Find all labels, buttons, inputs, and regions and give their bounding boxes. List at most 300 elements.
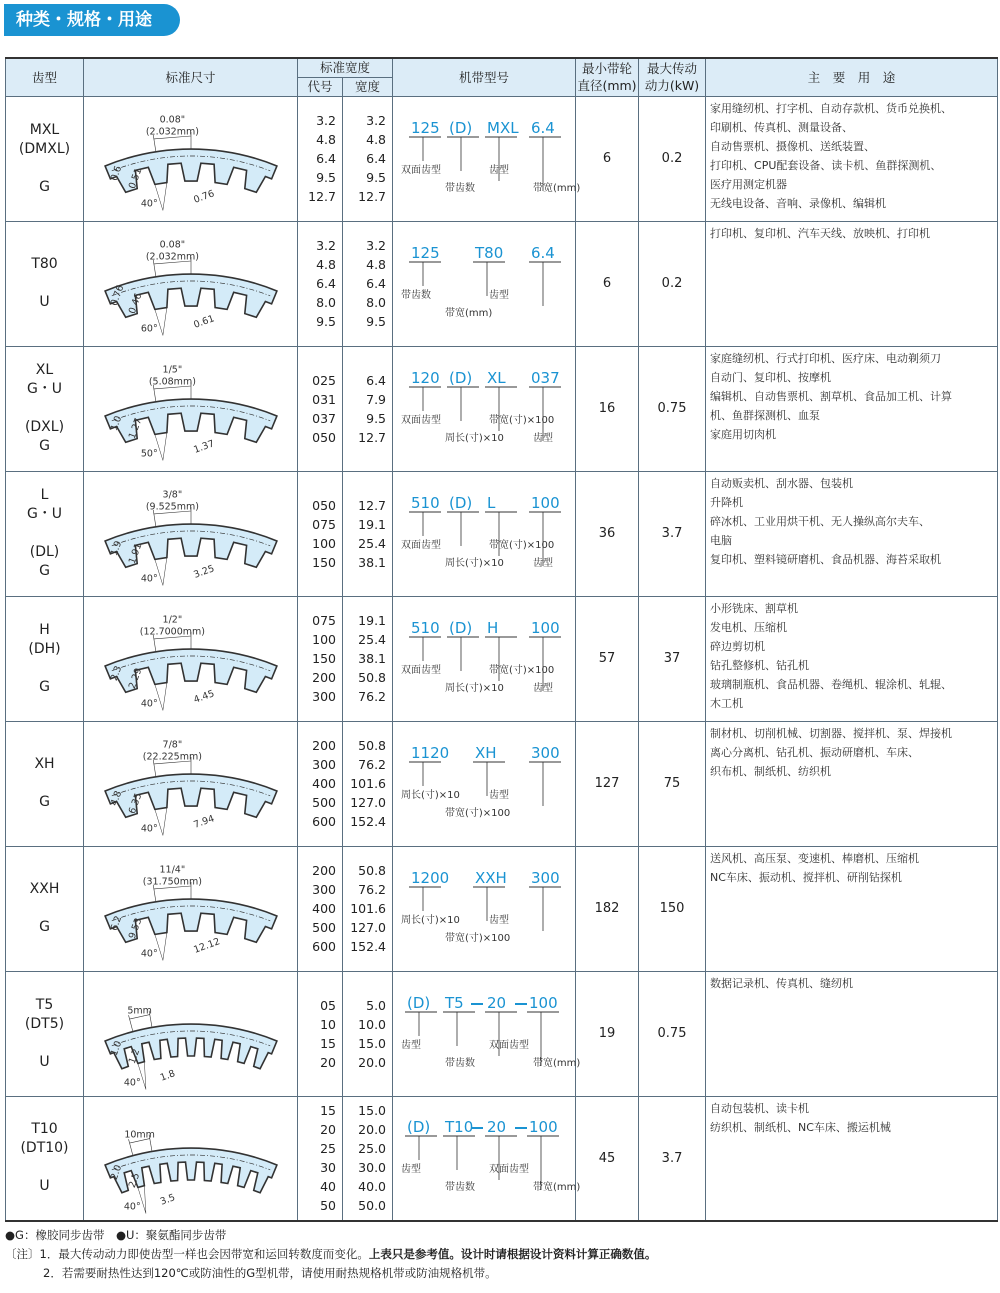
tooth-type-cell <box>6 96 84 221</box>
model-code-part: T10 <box>445 1118 474 1137</box>
belt-depth-label: 2.29 <box>126 666 144 690</box>
width-code: 025 <box>312 372 336 388</box>
tooth-type-label: (DL) <box>29 544 60 560</box>
usage-line: 编辑机、自动售票机、割草机、食品加工机、计算 <box>710 389 953 403</box>
model-code-part: MXL <box>487 118 519 137</box>
tooth-height-label: 1.0 <box>108 1038 124 1057</box>
belt-model-cell <box>393 596 576 721</box>
width-value: 12.7 <box>358 189 387 204</box>
tooth-profile-drawing <box>89 353 293 465</box>
tooth-type-label: G <box>39 919 50 935</box>
model-code-part: XH <box>475 743 497 762</box>
tooth-profile-drawing <box>89 603 293 715</box>
profile-drawing-cell <box>84 1096 298 1221</box>
table-row <box>6 96 998 221</box>
model-code-part: 510 <box>411 493 440 512</box>
pitch-mm-label: (5.08mm) <box>148 376 196 388</box>
tooth-type-cell <box>6 471 84 596</box>
width-value: 12.7 <box>358 497 387 513</box>
tooth-type-label: L <box>40 487 49 503</box>
note-2: 2．若需要耐热性达到120℃或防油性的G型机带，请使用耐热规格机带或防油规格机带。 <box>43 1266 497 1280</box>
model-code-part: 20 <box>487 1118 507 1137</box>
usage-cell <box>706 846 998 971</box>
model-code-part: (D) <box>407 1118 431 1137</box>
belt-spec-table <box>5 57 998 1222</box>
model-code-part: (D) <box>449 618 473 637</box>
table-row <box>6 971 998 1096</box>
model-part-label: 周长(寸)×10 <box>401 914 460 926</box>
usage-line: 医疗用测定机器 <box>710 177 788 191</box>
usage-line: 纺织机、制纸机、NC车床、搬运机械 <box>710 1120 891 1134</box>
width-value: 4.8 <box>366 132 387 147</box>
pitch-inch-label: 1/2" <box>162 614 182 626</box>
width-value: 25.0 <box>358 1141 387 1157</box>
width-code: 30 <box>320 1160 336 1176</box>
belt-depth-label: 9.53 <box>126 916 144 940</box>
notes <box>5 1226 995 1283</box>
width-code: 200 <box>312 670 336 685</box>
width-code: 9.5 <box>316 170 336 185</box>
belt-model-diagram <box>397 111 581 207</box>
usage-line: 离心分离机、钻孔机、振动研磨机、车床、 <box>710 745 920 759</box>
min-pulley-value: 127 <box>576 721 639 846</box>
width-code: 031 <box>312 391 336 407</box>
header-usage: 主 要 用 途 <box>706 58 998 96</box>
width-code: 9.5 <box>316 314 336 329</box>
profile-drawing-cell <box>84 596 298 721</box>
model-part-label: 带宽(寸)×100 <box>445 932 511 944</box>
width-value: 25.4 <box>358 535 387 551</box>
tooth-type-label <box>6 1158 83 1177</box>
usage-line: 机、鱼群探测机、血泵 <box>710 408 821 422</box>
tooth-width-label: 4.45 <box>191 687 216 706</box>
max-power-value: 75 <box>639 721 706 846</box>
width-code: 4.8 <box>316 257 336 272</box>
usage-cell <box>706 1096 998 1221</box>
width-code: 200 <box>312 738 336 753</box>
width-value: 5.0 <box>366 997 387 1013</box>
width-code-cell <box>298 971 343 1096</box>
width-value: 10.0 <box>358 1016 387 1032</box>
width-value: 127.0 <box>350 920 387 935</box>
tooth-type-label: XL <box>35 362 54 378</box>
model-part-label: 带宽(寸)×100 <box>489 414 555 426</box>
pitch-mm-label: (22.225mm) <box>142 751 202 763</box>
tooth-type-label: U <box>39 1053 50 1070</box>
width-value: 19.1 <box>358 613 387 628</box>
belt-model-cell <box>393 221 576 346</box>
tooth-height-label: 1.0 <box>108 413 124 432</box>
model-part-label: 双面齿型 <box>401 414 442 426</box>
max-power-value: 0.2 <box>639 96 706 221</box>
usage-line: 家用缝纫机、打字机、自动存款机、货币兑换机、 <box>710 101 953 115</box>
model-part-label: 带齿数 <box>445 1057 476 1069</box>
width-code: 600 <box>312 814 336 829</box>
width-value: 6.4 <box>366 151 387 166</box>
header-max-power: 最大传动 动力(kW) <box>639 58 706 96</box>
model-part-label: 齿型 <box>489 289 510 301</box>
tooth-type-cell <box>6 596 84 721</box>
tooth-angle-label: 40° <box>140 197 158 209</box>
profile-drawing-cell <box>84 471 298 596</box>
usage-line: 制材机、切削机械、切割器、搅拌机、泵、焊接机 <box>710 726 953 740</box>
belt-depth-label: 2.5 <box>126 1171 142 1190</box>
model-part-label: 带宽(mm) <box>533 1182 581 1194</box>
width-value: 30.0 <box>358 1160 387 1176</box>
belt-model-cell <box>393 346 576 471</box>
profile-drawing-cell <box>84 221 298 346</box>
header-belt-model: 机带型号 <box>393 58 576 96</box>
width-value: 8.0 <box>366 295 387 310</box>
width-value: 50.8 <box>358 738 387 753</box>
usage-line: 复印机、塑料镜研磨机、食品机器、海苔采取机 <box>710 552 942 566</box>
model-code-part: XXH <box>475 868 507 887</box>
width-code: 15 <box>320 1103 336 1119</box>
width-value-cell <box>343 221 393 346</box>
model-part-label: 带宽(mm) <box>445 307 493 319</box>
belt-depth-label: 1.91 <box>126 541 144 565</box>
usage-cell <box>706 221 998 346</box>
pitch-mm-label: (9.525mm) <box>145 501 199 513</box>
usage-line: 自动贩卖机、刮水器、包装机 <box>710 476 854 490</box>
width-value: 6.4 <box>366 372 387 388</box>
table-row <box>6 221 998 346</box>
width-value: 12.7 <box>358 429 387 445</box>
usage-cell <box>706 346 998 471</box>
width-value: 50.8 <box>358 863 387 878</box>
tooth-type-label: U <box>39 1178 50 1195</box>
pitch-inch-label: 3/8" <box>162 489 182 501</box>
width-code: 400 <box>312 776 336 791</box>
usage-cell <box>706 721 998 846</box>
belt-model-cell <box>393 721 576 846</box>
width-value: 9.5 <box>366 410 387 426</box>
width-value: 40.0 <box>358 1179 387 1195</box>
belt-depth-label: 1.2 <box>126 1046 142 1065</box>
width-value: 15.0 <box>358 1035 387 1051</box>
usage-line: 家庭用切肉机 <box>710 427 777 441</box>
belt-model-cell <box>393 96 581 221</box>
header-width: 宽度 <box>343 77 393 96</box>
max-power-value: 0.75 <box>639 971 706 1096</box>
usage-line: 打印机、CPU配套设备、读卡机、鱼群探测机、 <box>710 158 942 172</box>
tooth-type-label: T5 <box>35 996 54 1013</box>
min-pulley-value: 19 <box>576 971 639 1096</box>
pitch-label: 10mm <box>123 1129 155 1141</box>
tooth-height-label: 2.0 <box>108 1163 124 1182</box>
usage-line: 碎冰机、工业用烘干机、无人操纵高尔夫车、 <box>710 514 931 528</box>
model-code-part: 1120 <box>411 743 450 762</box>
tooth-type-label: G <box>39 563 50 579</box>
profile-drawing-cell <box>84 96 298 221</box>
header-std-width: 标准宽度 <box>298 58 393 77</box>
width-code: 150 <box>312 554 336 570</box>
model-code-part: 100 <box>529 993 558 1012</box>
width-value: 19.1 <box>358 516 387 532</box>
tooth-type-cell <box>6 221 84 346</box>
pitch-mm-label: (2.032mm) <box>145 126 199 138</box>
width-value-cell <box>343 346 393 471</box>
usage-line: 升降机 <box>710 495 744 509</box>
table-row <box>6 721 998 846</box>
width-value-cell <box>343 846 393 971</box>
pitch-mm-label: (2.032mm) <box>145 251 199 263</box>
usage-line: 玻璃制瓶机、食品机器、卷绳机、辊涂机、轧辊、 <box>710 677 953 691</box>
tooth-width-label: 0.61 <box>191 312 216 331</box>
header-min-pulley: 最小带轮 直径(mm) <box>576 58 639 96</box>
profile-drawing-cell <box>84 721 298 846</box>
profile-drawing-cell <box>84 971 298 1096</box>
max-power-value: 3.7 <box>639 471 706 596</box>
width-code: 500 <box>312 795 336 810</box>
tooth-type-label <box>6 159 83 178</box>
width-code: 40 <box>320 1179 336 1195</box>
tooth-type-label: G・U <box>26 381 63 397</box>
model-part-label: 带齿数 <box>445 1182 476 1194</box>
width-value: 152.4 <box>350 939 387 954</box>
model-code-part: 100 <box>531 618 560 637</box>
width-code: 20 <box>320 1054 336 1070</box>
tooth-type-label: G <box>39 178 50 195</box>
width-code: 25 <box>320 1141 336 1157</box>
table-row <box>6 846 998 971</box>
model-part-label: 齿型 <box>533 432 554 444</box>
usage-line: 电脑 <box>710 533 733 547</box>
width-value: 101.6 <box>350 901 387 916</box>
width-value: 101.6 <box>350 776 387 791</box>
usage-line: 碎边剪切机 <box>710 639 766 653</box>
model-code-part: (D) <box>449 118 473 137</box>
max-power-value: 150 <box>639 846 706 971</box>
model-code-part: 100 <box>529 1118 558 1137</box>
model-part-label: 周长(寸)×10 <box>401 789 460 801</box>
usage-line: 小形铣床、割草机 <box>710 601 799 615</box>
width-code: 200 <box>312 863 336 878</box>
usage-cell <box>706 596 998 721</box>
model-code-part: T5 <box>445 993 464 1012</box>
tooth-type-label: T10 <box>31 1121 58 1138</box>
tooth-type-label: T80 <box>31 256 58 272</box>
belt-depth-label: 0.46 <box>126 291 144 315</box>
model-part-label: 周长(寸)×10 <box>445 432 504 444</box>
tooth-type-cell <box>6 721 84 846</box>
width-code: 037 <box>312 410 336 426</box>
width-code: 8.0 <box>316 295 336 310</box>
tooth-profile-drawing <box>89 978 293 1090</box>
belt-model-cell <box>393 471 576 596</box>
belt-model-diagram <box>397 611 572 707</box>
model-code-part: (D) <box>449 368 473 387</box>
profile-drawing-cell <box>84 846 298 971</box>
width-code: 12.7 <box>308 189 336 204</box>
width-value: 4.8 <box>366 257 387 272</box>
pitch-inch-label: 7/8" <box>162 739 182 751</box>
width-value: 15.0 <box>358 1103 387 1119</box>
tooth-type-label: (DXL) <box>24 419 65 435</box>
tooth-type-cell <box>6 971 84 1096</box>
model-part-label: 带宽(mm) <box>533 1057 581 1069</box>
model-code-part: 510 <box>411 618 440 637</box>
usage-line: 钻孔整修机、钻孔机 <box>710 658 810 672</box>
tooth-type-label: G・U <box>26 506 63 522</box>
width-code: 300 <box>312 882 336 897</box>
width-code-cell <box>298 96 343 221</box>
model-part-label: 带宽(mm) <box>533 182 581 194</box>
model-code-part: 1200 <box>411 868 450 887</box>
tooth-type-label <box>6 274 83 293</box>
tooth-angle-label: 40° <box>123 1201 141 1213</box>
tooth-angle-label: 40° <box>140 697 158 709</box>
min-pulley-value: 16 <box>576 346 639 471</box>
tooth-profile-drawing <box>89 228 293 340</box>
min-pulley-value: 57 <box>576 596 639 721</box>
tooth-type-label: G <box>39 678 50 695</box>
min-pulley-value: 6 <box>576 96 639 221</box>
width-code: 05 <box>320 997 336 1013</box>
tooth-height-label: 0.76 <box>108 283 126 307</box>
belt-depth-label: 0.51 <box>126 166 144 190</box>
belt-model-diagram <box>397 986 581 1082</box>
width-code-cell <box>298 1096 343 1221</box>
width-code-cell <box>298 346 343 471</box>
model-part-label: 齿型 <box>489 914 510 926</box>
model-code-part: (D) <box>407 993 431 1012</box>
tooth-type-label: XXH <box>29 881 60 897</box>
tooth-profile-drawing <box>89 853 293 965</box>
model-part-label: 带宽(寸)×100 <box>489 539 555 551</box>
width-value: 20.0 <box>358 1054 387 1070</box>
model-part-label: 带齿数 <box>445 182 476 194</box>
model-part-label: 双面齿型 <box>401 539 442 551</box>
tooth-angle-label: 40° <box>123 1076 141 1088</box>
tooth-height-label: 1.9 <box>108 538 124 557</box>
width-code: 600 <box>312 939 336 954</box>
usage-cell <box>706 471 998 596</box>
width-code: 6.4 <box>316 276 336 291</box>
width-value-cell <box>343 971 393 1096</box>
profile-drawing-cell <box>84 346 298 471</box>
width-code: 300 <box>312 757 336 772</box>
min-pulley-value: 36 <box>576 471 639 596</box>
legend: ●G：橡胶同步齿带 ●U：聚氨酯同步齿带 <box>5 1228 227 1242</box>
model-part-label: 齿型 <box>533 557 554 569</box>
tooth-angle-label: 40° <box>140 947 158 959</box>
usage-line: 数据记录机、传真机、缝纫机 <box>710 976 854 990</box>
model-code-part: XL <box>487 368 506 387</box>
model-code-part: T80 <box>475 243 504 262</box>
tooth-angle-label: 50° <box>140 447 158 459</box>
tooth-width-label: 0.76 <box>191 187 216 206</box>
model-code-part: 100 <box>531 493 560 512</box>
width-value-cell <box>343 596 393 721</box>
width-code-cell <box>298 471 343 596</box>
tooth-type-cell <box>6 846 84 971</box>
tooth-height-label: 6.2 <box>108 913 124 932</box>
width-value: 7.9 <box>366 391 387 407</box>
model-part-label: 带宽(寸)×100 <box>445 807 511 819</box>
usage-line: 木工机 <box>710 696 744 710</box>
model-part-label: 齿型 <box>489 789 510 801</box>
max-power-value: 0.2 <box>639 221 706 346</box>
width-value: 9.5 <box>366 170 387 185</box>
usage-line: 自动门、复印机、按摩机 <box>710 370 832 384</box>
width-value: 152.4 <box>350 814 387 829</box>
width-code: 500 <box>312 920 336 935</box>
model-code-part: 300 <box>531 743 560 762</box>
usage-line: NC车床、振动机、搅拌机、研削钻探机 <box>710 870 902 884</box>
tooth-type-label <box>6 399 83 418</box>
belt-model-diagram <box>397 861 572 957</box>
width-value: 76.2 <box>358 882 387 897</box>
belt-model-cell <box>393 971 581 1096</box>
tooth-type-label: H <box>39 621 50 638</box>
max-power-value: 3.7 <box>639 1096 706 1221</box>
tooth-profile-drawing <box>89 1102 293 1214</box>
tooth-type-label: MXL <box>29 121 60 138</box>
width-value: 76.2 <box>358 757 387 772</box>
max-power-value: 0.75 <box>639 346 706 471</box>
tooth-width-label: 1.8 <box>158 1067 177 1084</box>
header-std-size: 标准尺寸 <box>84 58 298 96</box>
model-code-part: 125 <box>411 118 440 137</box>
model-code-part: (D) <box>449 493 473 512</box>
note-1: 〔注〕1．最大传动动力即使齿型一样也会因带宽和运回转数度而变化。上表只是参考值。设计时请根据设计资料计算正确数值。 <box>5 1247 657 1261</box>
pitch-mm-label: (31.750mm) <box>142 876 202 888</box>
pitch-inch-label: 11/4" <box>159 864 185 876</box>
usage-cell <box>706 971 998 1096</box>
width-value: 20.0 <box>358 1122 387 1138</box>
model-part-label: 带齿数 <box>401 289 432 301</box>
width-value: 76.2 <box>358 689 387 704</box>
width-value: 38.1 <box>358 554 387 570</box>
tooth-width-label: 3.5 <box>158 1192 177 1208</box>
model-part-label: 双面齿型 <box>401 664 442 676</box>
tooth-width-label: 1.37 <box>191 437 216 456</box>
model-part-label: 齿型 <box>401 1164 422 1176</box>
table-row <box>6 346 998 471</box>
width-value-cell <box>343 471 393 596</box>
width-code: 075 <box>312 516 336 532</box>
model-part-label: 周长(寸)×10 <box>445 682 504 694</box>
tooth-angle-label: 40° <box>140 822 158 834</box>
min-pulley-value: 6 <box>576 221 639 346</box>
tooth-type-label: (DH) <box>28 640 61 657</box>
tooth-height-label: 0.6 <box>108 163 124 182</box>
table-row <box>6 1096 998 1221</box>
tooth-width-label: 12.12 <box>191 935 222 956</box>
model-code-part: L <box>487 493 496 512</box>
tooth-type-label: G <box>39 794 50 810</box>
belt-model-diagram <box>397 486 572 582</box>
tooth-angle-label: 40° <box>140 572 158 584</box>
tooth-width-label: 7.94 <box>191 812 216 831</box>
width-code: 20 <box>320 1122 336 1138</box>
tooth-type-label: (DT5) <box>24 1015 65 1032</box>
belt-model-diagram <box>397 736 572 832</box>
belt-model-diagram <box>397 236 572 332</box>
model-code-part: 120 <box>411 368 440 387</box>
width-value-cell <box>343 721 393 846</box>
width-code: 100 <box>312 535 336 551</box>
model-part-label: 齿型 <box>401 1039 422 1051</box>
usage-line: 织布机、制纸机、纺织机 <box>710 764 832 778</box>
tooth-angle-label: 60° <box>140 322 158 334</box>
tooth-profile-drawing <box>89 728 293 840</box>
pitch-inch-label: 1/5" <box>162 364 182 376</box>
tooth-type-label <box>6 524 83 543</box>
usage-line: 自动售票机、摄像机、送纸装置、 <box>710 139 876 153</box>
model-part-label: 齿型 <box>489 164 510 176</box>
